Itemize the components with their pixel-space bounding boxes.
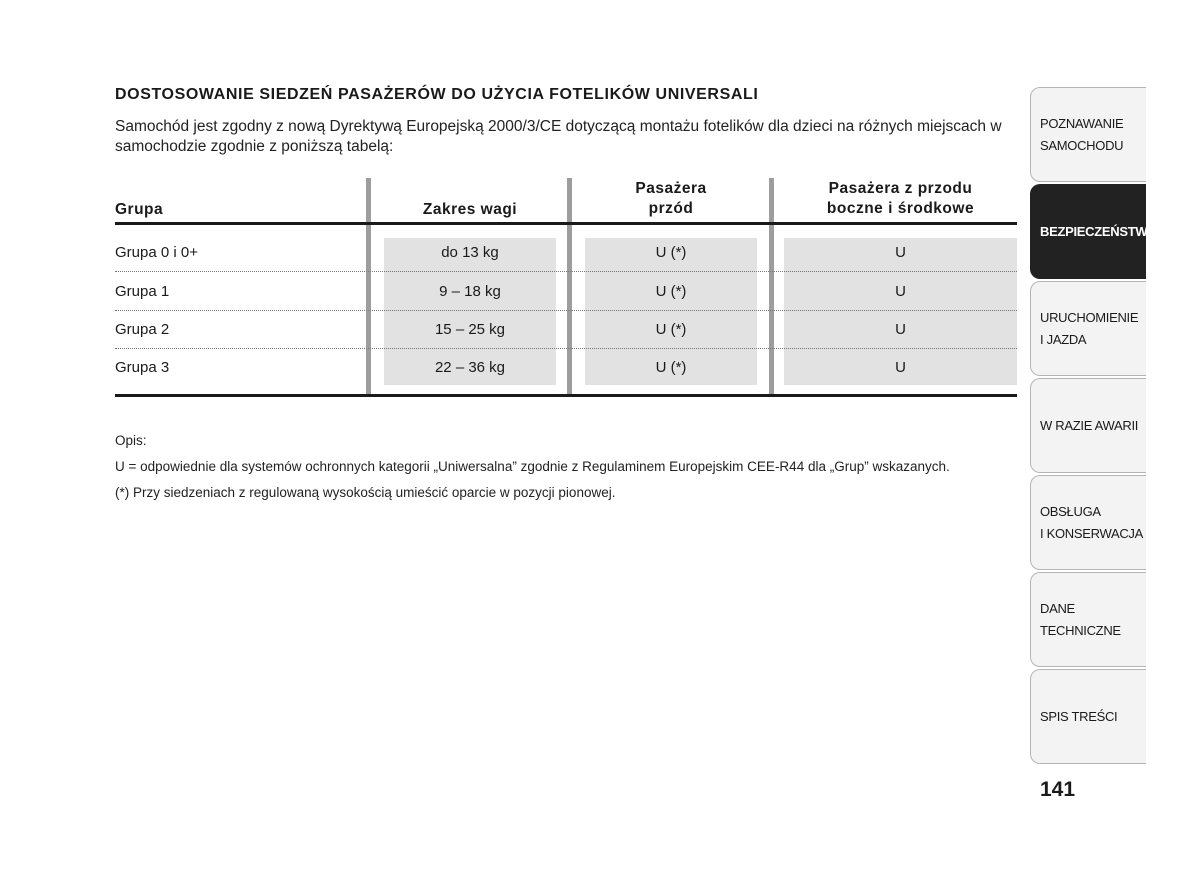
table-row [115, 311, 1017, 349]
row-divider [115, 271, 1017, 272]
page-number: 141 [1040, 778, 1076, 801]
table-row [115, 349, 1017, 387]
header-front-line-1: Pasażera [635, 180, 707, 197]
header-side-passenger [784, 179, 1017, 219]
cell-front: U (*) [655, 244, 687, 261]
tab-poznawanie-samochodu[interactable] [1030, 87, 1146, 182]
cell-side: U [895, 321, 906, 338]
section-heading: DOSTOSOWANIE SIEDZEŃ PASAŻERÓW DO UŻYCIA FOTELIKÓW UNIVERSALI [115, 86, 759, 103]
header-front-line-2: przód [648, 200, 694, 217]
cell-weight: 9 – 18 kg [439, 283, 501, 300]
notes-line-asterisk: (*) Przy siedzeniach z regulowaną wysokością umieścić oparcie w pozycji pionowej. [115, 485, 616, 500]
cell-front: U (*) [655, 359, 687, 376]
cell-group: Grupa 1 [115, 283, 170, 300]
header-side-line-2: boczne i środkowe [826, 200, 975, 217]
cell-front: U (*) [655, 283, 687, 300]
cell-group: Grupa 0 i 0+ [115, 244, 198, 261]
cell-front: U (*) [655, 321, 687, 338]
cell-weight: do 13 kg [441, 244, 499, 261]
header-weight: Zakres wagi [422, 201, 518, 218]
tab-spis-tresci[interactable] [1030, 669, 1146, 764]
tab-obsluga-i-konserwacja[interactable] [1030, 475, 1146, 570]
header-side-line-1: Pasażera z przodu [828, 180, 973, 197]
cell-side: U [895, 359, 906, 376]
header-group: Grupa [115, 201, 164, 218]
notes [115, 428, 950, 506]
table-row [115, 234, 1017, 272]
tab-bezpieczenstwo[interactable] [1030, 184, 1158, 279]
tab-w-razie-awarii[interactable] [1030, 378, 1146, 473]
tab-label: W RAZIE AWARII [1040, 417, 1139, 433]
notes-title: Opis: [115, 433, 147, 448]
tab-dane-techniczne[interactable] [1030, 572, 1146, 667]
cell-weight: 15 – 25 kg [434, 321, 506, 338]
cell-group: Grupa 3 [115, 359, 170, 376]
tab-label: DANE TECHNICZNE [1040, 600, 1121, 638]
tab-label: URUCHOMIENIE I JAZDA [1040, 309, 1139, 347]
tab-label: SPIS TREŚCI [1040, 708, 1118, 724]
tab-label: BEZPIECZEŃSTWO [1040, 223, 1158, 239]
footer-rule [115, 394, 1017, 397]
tab-label: POZNAWANIE SAMOCHODU [1040, 115, 1124, 153]
cell-side: U [895, 244, 906, 261]
intro-paragraph: Samochód jest zgodny z nową Dyrektywą Europejską 2000/3/CE dotyczącą montażu fotelików dla dzieci na różnych miejscach w samochodzie zgodnie z poniższą tabelą: [115, 118, 1002, 155]
child-seat-table [115, 176, 1017, 398]
notes-line-u: U = odpowiednie dla systemów ochronnych kategorii „Uniwersalna” zgodnie z Regulaminem Europejskim CEE-R44 dla „Grup” wskazanych. [115, 459, 950, 474]
tab-uruchomienie-i-jazda[interactable] [1030, 281, 1146, 376]
cell-side: U [895, 283, 906, 300]
header-rule [115, 222, 1017, 225]
cell-weight: 22 – 36 kg [434, 359, 506, 376]
table-row [115, 273, 1017, 311]
header-front-passenger [585, 179, 757, 219]
cell-group: Grupa 2 [115, 321, 170, 338]
tab-label: OBSŁUGA I KONSERWACJA [1040, 503, 1144, 541]
